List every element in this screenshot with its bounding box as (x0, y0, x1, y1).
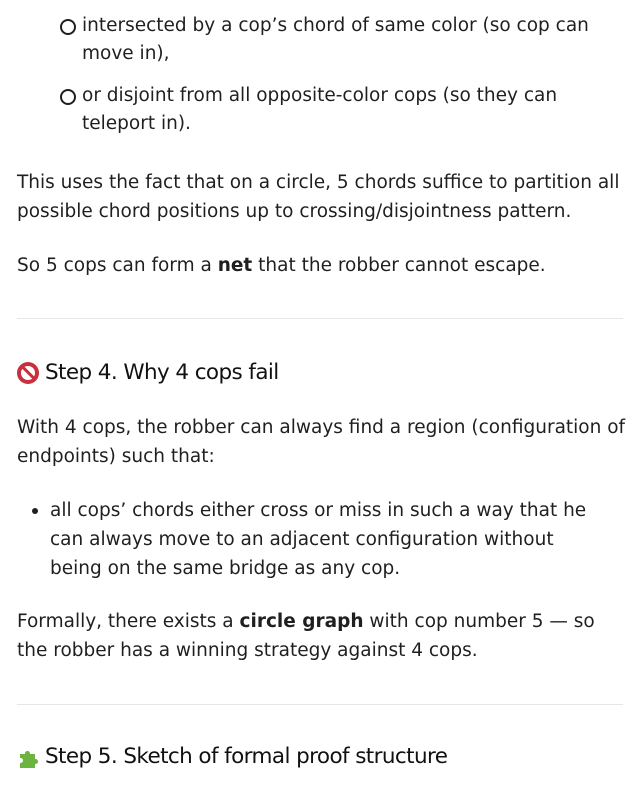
paragraph (17, 607, 627, 665)
divider (17, 704, 623, 705)
bold-term: circle graph (239, 611, 364, 632)
list-item (32, 496, 592, 583)
circle-bullet-icon (60, 89, 76, 105)
paragraph: With 4 cops, the robber can always find a region (configuration of endpoints) such that: (17, 417, 626, 467)
bold-term: net (217, 255, 253, 276)
sub-list (60, 12, 620, 152)
section-heading (17, 744, 447, 769)
circle-bullet-icon (60, 19, 76, 35)
text-run: with cop number 5 — so the robber has a winning strategy against 4 cops. (17, 611, 595, 661)
heading-text: Step 5. Sketch of formal proof structure (45, 744, 448, 769)
text-run: Formally, there exists a (17, 611, 240, 632)
text-run: So 5 cops can form a (17, 255, 218, 276)
sub-item-text: intersected by a cop’s chord of same color (so cop can move in), (82, 15, 589, 64)
bullet-text: all cops’ chords either cross or miss in such a way that he can always move to an adjacent configuration without being on the same bridge as any cop. (50, 500, 587, 579)
list-item (60, 82, 620, 138)
text-run: that the robber cannot escape. (252, 255, 546, 276)
paragraph (17, 251, 627, 280)
paragraph: This uses the fact that on a circle, 5 chords suffice to partition all possible chord positions up to crossing/disjointness pattern. (17, 172, 620, 222)
bullet-list (32, 496, 592, 583)
divider (17, 318, 623, 319)
list-item (60, 12, 620, 68)
section-heading (17, 360, 279, 385)
puzzle-piece-icon (17, 746, 39, 768)
bullet-dot-icon (32, 508, 38, 514)
sub-item-text: or disjoint from all opposite-color cops (so they can teleport in). (82, 85, 558, 134)
no-entry-icon (17, 362, 39, 384)
heading-text: Step 4. Why 4 cops fail (45, 360, 279, 385)
